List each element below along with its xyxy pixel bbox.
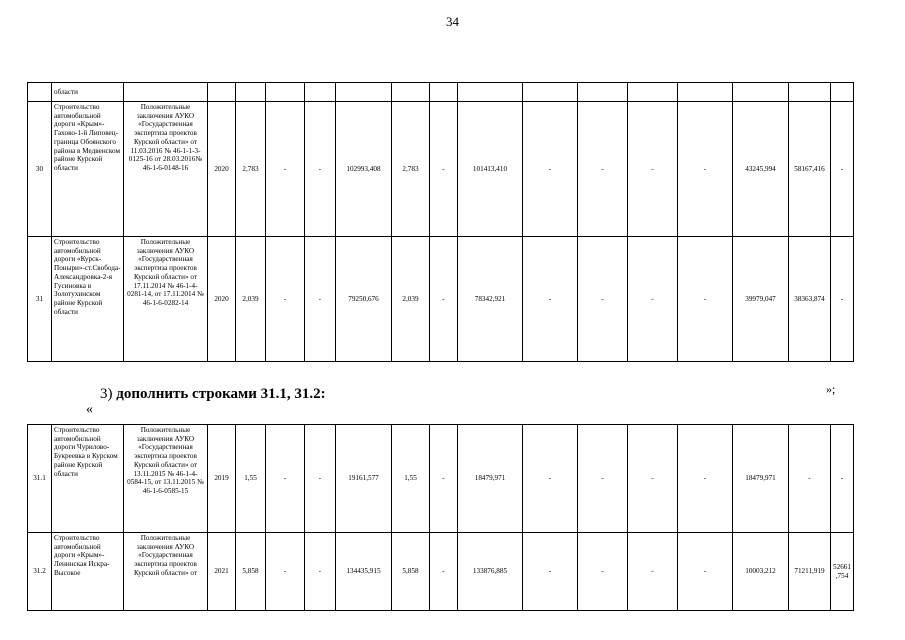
- cell: -: [266, 533, 305, 611]
- cell-cost: 134435,915: [336, 533, 392, 611]
- cell-value: -: [831, 237, 854, 362]
- cell: -: [266, 425, 305, 533]
- cell-value: 10003,212: [733, 533, 789, 611]
- table-row: [28, 237, 854, 362]
- cell-no: 31.1: [28, 425, 52, 533]
- cell-cost2: 78342,921: [458, 237, 523, 362]
- cell: -: [430, 102, 458, 237]
- cell: [628, 83, 678, 102]
- cell-value: 43245,994: [733, 102, 789, 237]
- cell-value: 52661,754: [831, 533, 854, 611]
- cell: -: [523, 533, 578, 611]
- cell-value: 71211,919: [789, 533, 831, 611]
- cell: [28, 83, 52, 102]
- cell: -: [430, 425, 458, 533]
- cell: [789, 83, 831, 102]
- cell: -: [678, 102, 733, 237]
- opening-quote-mark: «: [86, 402, 93, 417]
- cell: [336, 83, 392, 102]
- cell-no: 30: [28, 102, 52, 237]
- cell: -: [578, 102, 628, 237]
- cell-cost: 102993,408: [336, 102, 392, 237]
- cell-name: Строительство автомобильной дороги Чурилово-Букреевка в Курском районе Курской области: [52, 425, 124, 533]
- cell-km: 1,55: [236, 425, 266, 533]
- cell-cost2: 133876,885: [458, 533, 523, 611]
- cell: [678, 83, 733, 102]
- cell-km2: 2,039: [392, 237, 430, 362]
- cell-year: 2019: [208, 425, 236, 533]
- cell: [733, 83, 789, 102]
- cell-conclusion: Положительные заключения АУКО «Государственная экспертиза проектов Курской области» от: [124, 533, 208, 611]
- cell-value: -: [831, 102, 854, 237]
- cell: -: [523, 425, 578, 533]
- cell-km: 2,039: [236, 237, 266, 362]
- cell-cost: 79250,676: [336, 237, 392, 362]
- cell-km2: 2,783: [392, 102, 430, 237]
- cell: [305, 83, 336, 102]
- cell: -: [305, 425, 336, 533]
- cell: [523, 83, 578, 102]
- cell-value: 39979,047: [733, 237, 789, 362]
- instruction-text: дополнить строками 31.1, 31.2:: [116, 386, 326, 402]
- cell-value: 38363,874: [789, 237, 831, 362]
- cell-conclusion: Положительные заключения АУКО «Государственная экспертиза проектов Курской области» от 13.11.2015 № 46-1-4-0584-15, от 13.11.2015 № 46-1-6-0585-15: [124, 425, 208, 533]
- cell: [392, 83, 430, 102]
- table-row: [28, 533, 854, 611]
- cell: [430, 83, 458, 102]
- table-bottom: [27, 424, 854, 611]
- cell: -: [266, 102, 305, 237]
- cell-name: Строительство автомобильной дороги «Крым»-Ленинская Искра-Высокое: [52, 533, 124, 611]
- cell-conclusion: Положительные заключения АУКО «Государственная экспертиза проектов Курской области» от 11.03.2016 № 46-1-1-3-0125-16 от 28.03.2016№ 46-1-6-0148-16: [124, 102, 208, 237]
- cell-km: 2,783: [236, 102, 266, 237]
- closing-quote-mark: »;: [826, 382, 836, 396]
- cell: [266, 83, 305, 102]
- cell: [458, 83, 523, 102]
- cell-no: 31.2: [28, 533, 52, 611]
- cell-cost2: 18479,971: [458, 425, 523, 533]
- cell: -: [678, 237, 733, 362]
- instruction-prefix: 3): [100, 386, 117, 402]
- cell-no: 31: [28, 237, 52, 362]
- cell-value: -: [789, 425, 831, 533]
- cell-value: 58167,416: [789, 102, 831, 237]
- cell: -: [430, 533, 458, 611]
- cell: -: [578, 425, 628, 533]
- cell: -: [628, 237, 678, 362]
- table-row: [28, 102, 854, 237]
- cell-value: 18479,971: [733, 425, 789, 533]
- cell: [208, 83, 236, 102]
- cell: -: [305, 237, 336, 362]
- cell: [831, 83, 854, 102]
- cell: [236, 83, 266, 102]
- cell: -: [305, 102, 336, 237]
- cell: -: [266, 237, 305, 362]
- cell: -: [678, 533, 733, 611]
- cell-name: Строительство автомобильной дороги «Крым»-Гахово-1-й Липовец-граница Обоянского района в Медвенском районе Курской области: [52, 102, 124, 237]
- cell-year: 2020: [208, 102, 236, 237]
- cell: -: [305, 533, 336, 611]
- cell: -: [628, 425, 678, 533]
- cell: -: [523, 102, 578, 237]
- page-number: 34: [446, 14, 459, 29]
- amendment-instruction: [100, 386, 326, 403]
- cell: -: [628, 102, 678, 237]
- cell: [578, 83, 628, 102]
- table-row: [28, 425, 854, 533]
- cell: -: [523, 237, 578, 362]
- cell-year: 2021: [208, 533, 236, 611]
- cell-cost2: 101413,410: [458, 102, 523, 237]
- cell-year: 2020: [208, 237, 236, 362]
- cell: -: [628, 533, 678, 611]
- cell-name: области: [52, 83, 124, 102]
- cell-km: 5,858: [236, 533, 266, 611]
- cell-name: Строительство автомобильной дороги «Курск-Поныри»-ст.Свобода-Александровка-2-я Гусиновка в Золотухинском районе Курской области: [52, 237, 124, 362]
- table-row: [28, 83, 854, 102]
- cell: [124, 83, 208, 102]
- cell: -: [578, 533, 628, 611]
- cell: -: [578, 237, 628, 362]
- cell: -: [430, 237, 458, 362]
- cell-conclusion: Положительные заключения АУКО «Государственная экспертиза проектов Курской области» от 17.11.2014 № 46-1-4-0281-14, от 17.11.2014 № 46-1-6-0282-14: [124, 237, 208, 362]
- cell-km2: 1,55: [392, 425, 430, 533]
- cell-cost: 19161,577: [336, 425, 392, 533]
- cell-value: -: [831, 425, 854, 533]
- cell-km2: 5,858: [392, 533, 430, 611]
- table-top: [27, 82, 854, 362]
- cell: -: [678, 425, 733, 533]
